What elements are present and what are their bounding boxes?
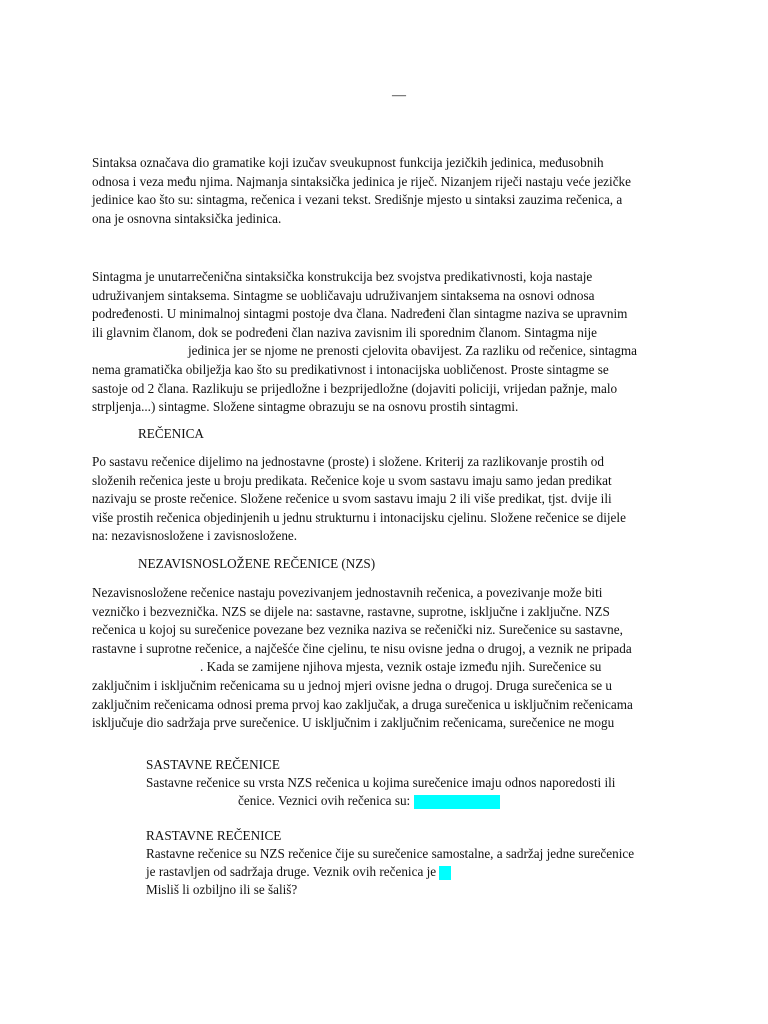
text-line: odnosa i veza među njima. Najmanja sintaksička jedinica je riječ. Nizanjem riječi nastaju veće jezičke — [92, 173, 631, 189]
text-line: udruživanjem sintaksema. Sintagme se uobličavaju udruživanjem sintaksema na osnovi odnosa — [92, 287, 595, 303]
text-line: više prostih rečenica objedinjenih u jednu strukturnu i intonacijsku cjelinu. Složene rečenice se dijele — [92, 509, 626, 525]
rastavne-paragraph — [146, 845, 674, 900]
text-line: Rastavne rečenice su NZS rečenice čije su surečenice samostalne, a sadržaj jedne surečenice — [146, 846, 635, 861]
sastavne-paragraph — [146, 774, 674, 810]
text-line: strpljenja...) sintagme. Složene sintagme obrazuju se na osnovu prostih sintagmi. — [92, 399, 519, 415]
text-line: sastoje od 2 člana. Razlikuju se prijedložne i bezprijedložne (dojaviti policiji, vrijedan pažnje, malo — [92, 380, 618, 396]
text-line: isključuje dio sadržaja prve surečenice. U isključnim i zaključnim rečenicama, surečenice ne mogu — [92, 715, 615, 731]
text-line: Sintaksa označava dio gramatike koji izučav sveukupnost funkcija jezičkih jedinica, međusobnih — [92, 155, 604, 170]
text-line: rečenica u kojoj su surečenice povezane bez veznika naziva se rečenički niz. Surečenice su sastavne, — [92, 622, 623, 638]
text-line: . Kada se zamijene njihova mjesta, veznik ostaje između njih. Surečenice su — [200, 659, 602, 675]
sastavne-heading: SASTAVNE REČENICE — [146, 757, 280, 772]
text-line: Sintagma je unutarrečenična sintaksička konstrukcija bez svojstva predikativnosti, koja nastaje — [92, 269, 593, 284]
text-line: je rastavljen od sadržaja druge. Veznik ovih rečenica je — [146, 863, 674, 881]
text-line: jedinica jer se njome ne prenosti cjelovita obavijest. Za razliku od rečenice, sintagma — [188, 343, 637, 359]
recenica-heading: REČENICA — [138, 426, 204, 441]
text-line: na: nezavisnosložene i zavisnosložene. — [92, 528, 298, 544]
text-line: podređenosti. U minimalnoj sintagmi postoje dva člana. Nadređeni član sintagme naziva se upravnim — [92, 306, 628, 322]
text-line: rastavne i suprotne rečenice, a najčešće čine cjelinu, te nisu ovisne jedna o drugoj, a veznik ne pripada — [92, 640, 632, 656]
intro-paragraph — [92, 154, 674, 228]
text-line: Nezavisnosložene rečenice nastaju povezivanjem jednostavnih rečenica, a povezivanje može biti — [92, 585, 603, 600]
text-line: Sastavne rečenice su vrsta NZS rečenica u kojima surečenice imaju odnos naporedosti ili — [146, 775, 616, 790]
highlight-mark — [439, 866, 451, 880]
text-line: zaključnim i isključnim rečenicama su u jednoj mjeri ovisne jedna o drugoj. Druga surečenica se u — [92, 677, 613, 693]
text-line: nazivaju se proste rečenice. Složene rečenice u svom sastavu imaju 2 ili više predikat, tjst. dvije ili — [92, 491, 612, 507]
text-line: ona je osnovna sintaksička jedinica. — [92, 210, 282, 226]
text-line: ili glavnim članom, dok se podređeni član naziva zavisnim ili sporednim članom. Sintagma nije — [92, 324, 598, 340]
nzs-heading: NEZAVISNOSLOŽENE REČENICE (NZS) — [138, 556, 376, 571]
nzs-paragraph — [92, 584, 674, 733]
rastavne-heading: RASTAVNE REČENICE — [146, 828, 282, 843]
text-line: složenih rečenica jeste u broju predikata. Rečenice koje u svom sastavu imaju samo jedan predikat — [92, 472, 612, 488]
text-line: Po sastavu rečenice dijelimo na jednostavne (proste) i složene. Kriterij za razlikovanje prostih od — [92, 454, 604, 469]
highlight-mark — [414, 795, 500, 809]
text-line: zaključnim rečenicama odnosi prema prvoj kao zaključak, a druga surečenica u isključnim rečenicama — [92, 696, 633, 712]
text-line: vezničko i bezveznička. NZS se dijele na: sastavne, rastavne, suprotne, isključne i zaključne. NZS — [92, 603, 610, 619]
text-line: jedinice kao što su: sintagma, rečenica i vezani tekst. Središnje mjesto u sintaksi zauzima rečenica, a — [92, 192, 623, 208]
text-line: čenice. Veznici ovih rečenica su: — [146, 792, 674, 810]
text-line: nema gramatička obilježja kao što su predikativnost i intonacijska uobličenost. Proste sintagme se — [92, 361, 609, 377]
recenica-paragraph — [92, 453, 674, 546]
header-dash: — — [392, 88, 406, 103]
sintagma-paragraph — [92, 268, 674, 417]
example-sentence: Misliš li ozbiljno ili se šališ? — [146, 882, 298, 898]
